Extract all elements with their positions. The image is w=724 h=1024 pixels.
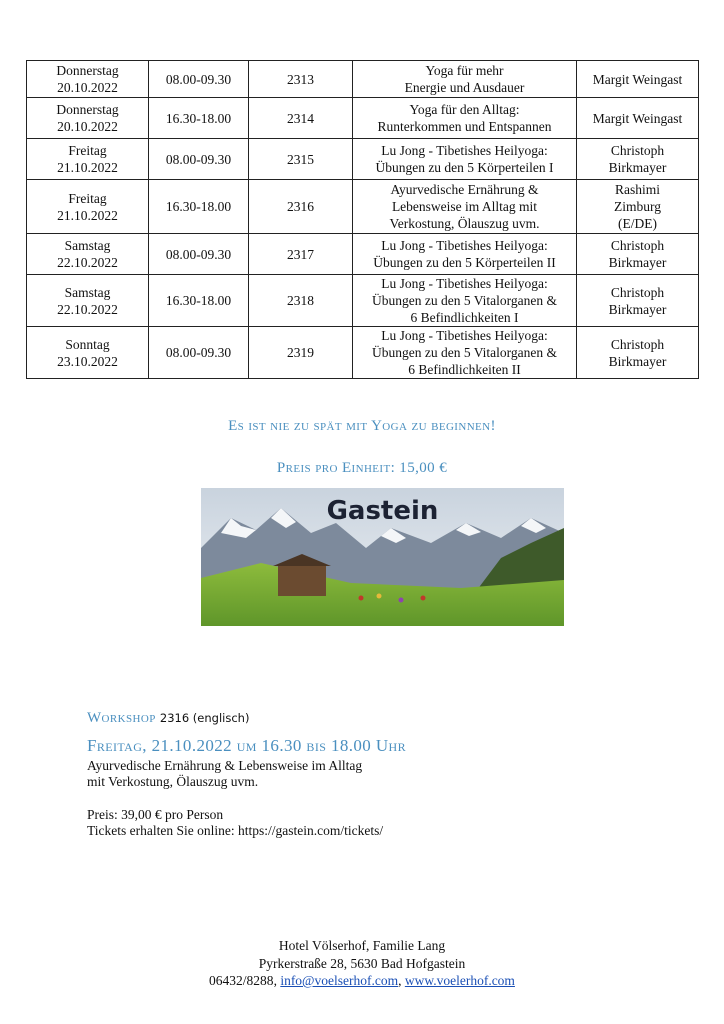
trainer-line: Christoph [610, 238, 665, 253]
cell-trainer [577, 98, 699, 139]
trainer-line: Christoph [610, 143, 665, 158]
cell-time: 08.00-09.30 [149, 234, 249, 275]
footer-phone: 06432/8288 [209, 973, 274, 988]
weekday: Freitag [68, 143, 107, 158]
cell-course-title [353, 61, 577, 98]
trainer-line: Birkmayer [608, 160, 667, 175]
cell-course-title [353, 327, 577, 379]
cell-course-number: 2319 [249, 327, 353, 379]
cell-course-title [353, 98, 577, 139]
workshop-description [87, 758, 362, 790]
cell-course-title [353, 234, 577, 275]
trainer-line: Rashimi [614, 182, 660, 197]
cell-trainer [577, 327, 699, 379]
cell-day-date [27, 180, 149, 234]
footer [0, 937, 724, 990]
price-per-unit: Preis pro Einheit: 15,00 € [276, 460, 448, 476]
weekday: Donnerstag [56, 102, 119, 117]
schedule-row [27, 98, 699, 139]
trainer-line: Christoph [610, 336, 665, 352]
course-title-line: Yoga für den Alltag: [409, 102, 520, 117]
trainer-line: (E/DE) [618, 216, 657, 231]
course-title-line: Energie und Ausdauer [404, 80, 525, 95]
course-title-line: Übungen zu den 5 Vitalorganen & [371, 293, 558, 308]
trainer-line: Birkmayer [608, 353, 667, 369]
slogan: Es ist nie zu spät mit Yoga zu beginnen! [228, 418, 496, 434]
trainer-line: Margit Weingast [592, 71, 683, 87]
date: 21.10.2022 [57, 207, 118, 223]
cell-course-number: 2313 [249, 61, 353, 98]
course-title-line: Übungen zu den 5 Körperteilen II [373, 255, 556, 270]
workshop-tickets: Tickets erhalten Sie online: https://gastein.com/tickets/ [87, 823, 384, 838]
schedule-row [27, 139, 699, 180]
date: 20.10.2022 [57, 80, 118, 95]
date: 21.10.2022 [57, 160, 118, 175]
cell-day-date [27, 234, 149, 275]
cell-course-number: 2317 [249, 234, 353, 275]
cell-course-title [353, 139, 577, 180]
cell-trainer [577, 180, 699, 234]
schedule-row [27, 180, 699, 234]
date: 23.10.2022 [57, 353, 118, 369]
course-title-line: Ayurvedische Ernährung & [390, 182, 539, 197]
cell-day-date [27, 98, 149, 139]
date: 22.10.2022 [57, 301, 118, 317]
schedule-row [27, 327, 699, 379]
cell-course-number: 2316 [249, 180, 353, 234]
cell-course-number: 2314 [249, 98, 353, 139]
cell-time: 08.00-09.30 [149, 327, 249, 379]
email-link[interactable]: info@voelserhof.com [280, 973, 399, 988]
weekday: Sonntag [65, 336, 110, 352]
workshop-date: Freitag, 21.10.2022 um 16.30 bis 18.00 Uhr [87, 736, 406, 755]
weekday: Freitag [68, 190, 107, 206]
course-title-line: Runterkommen und Entspannen [377, 119, 552, 134]
cell-time: 08.00-09.30 [149, 61, 249, 98]
weekday: Samstag [64, 238, 111, 253]
cell-trainer [577, 234, 699, 275]
cell-day-date [27, 61, 149, 98]
cell-time: 08.00-09.30 [149, 139, 249, 180]
weekday: Samstag [64, 284, 111, 300]
course-title-line: Lu Jong - Tibetishes Heilyoga: [381, 238, 548, 253]
schedule-row [27, 61, 699, 98]
schedule-row [27, 234, 699, 275]
cell-course-title [353, 275, 577, 327]
cell-course-number: 2318 [249, 275, 353, 327]
schedule-table [26, 60, 699, 379]
cell-day-date [27, 275, 149, 327]
date: 22.10.2022 [57, 255, 118, 270]
cell-time: 16.30-18.00 [149, 180, 249, 234]
gastein-logo: Gastein [326, 496, 439, 526]
trainer-line: Margit Weingast [592, 110, 683, 126]
workshop-label: Workshop [87, 710, 156, 726]
course-title-line: Verkostung, Ölauszug uvm. [389, 216, 540, 231]
course-title-line: Lu Jong - Tibetishes Heilyoga: [381, 276, 548, 291]
cell-time: 16.30-18.00 [149, 98, 249, 139]
course-title-line: Lebensweise im Alltag mit [391, 199, 538, 214]
workshop-number: 2316 (englisch) [159, 711, 250, 725]
weekday: Donnerstag [56, 63, 119, 78]
footer-address: Pyrkerstraße 28, 5630 Bad Hofgastein [258, 955, 466, 971]
website-link[interactable]: www.voelerhof.com [404, 973, 515, 988]
footer-hotel: Hotel Völserhof, Familie Lang [278, 938, 446, 953]
course-title-line: Yoga für mehr [425, 63, 504, 78]
course-title-line: 6 Befindlichkeiten I [410, 310, 519, 325]
cell-day-date [27, 327, 149, 379]
cell-trainer [577, 61, 699, 98]
trainer-line: Christoph [610, 284, 665, 300]
workshop-description-line: mit Verkostung, Ölauszug uvm. [87, 774, 259, 789]
course-title-line: Lu Jong - Tibetishes Heilyoga: [381, 328, 548, 343]
workshop-price: Preis: 39,00 € pro Person [87, 807, 224, 822]
trainer-line: Birkmayer [608, 301, 667, 317]
cell-course-title [353, 180, 577, 234]
cell-course-number: 2315 [249, 139, 353, 180]
course-title-line: Lu Jong - Tibetishes Heilyoga: [381, 143, 548, 158]
course-title-line: Übungen zu den 5 Vitalorganen & [371, 345, 558, 360]
schedule-row [27, 275, 699, 327]
course-title-line: Übungen zu den 5 Körperteilen I [375, 160, 554, 175]
date: 20.10.2022 [57, 119, 118, 134]
cell-trainer [577, 139, 699, 180]
cell-time: 16.30-18.00 [149, 275, 249, 327]
footer-contact: 06432/8288, info@voelserhof.com, www.voelerhof.com [209, 973, 515, 988]
workshop-description-line: Ayurvedische Ernährung & Lebensweise im Alltag [87, 758, 363, 773]
gastein-photo [201, 488, 564, 626]
course-title-line: 6 Befindlichkeiten II [408, 362, 521, 377]
workshop-heading [87, 710, 249, 727]
cell-day-date [27, 139, 149, 180]
trainer-line: Birkmayer [608, 255, 667, 270]
cell-trainer [577, 275, 699, 327]
trainer-line: Zimburg [614, 199, 661, 214]
